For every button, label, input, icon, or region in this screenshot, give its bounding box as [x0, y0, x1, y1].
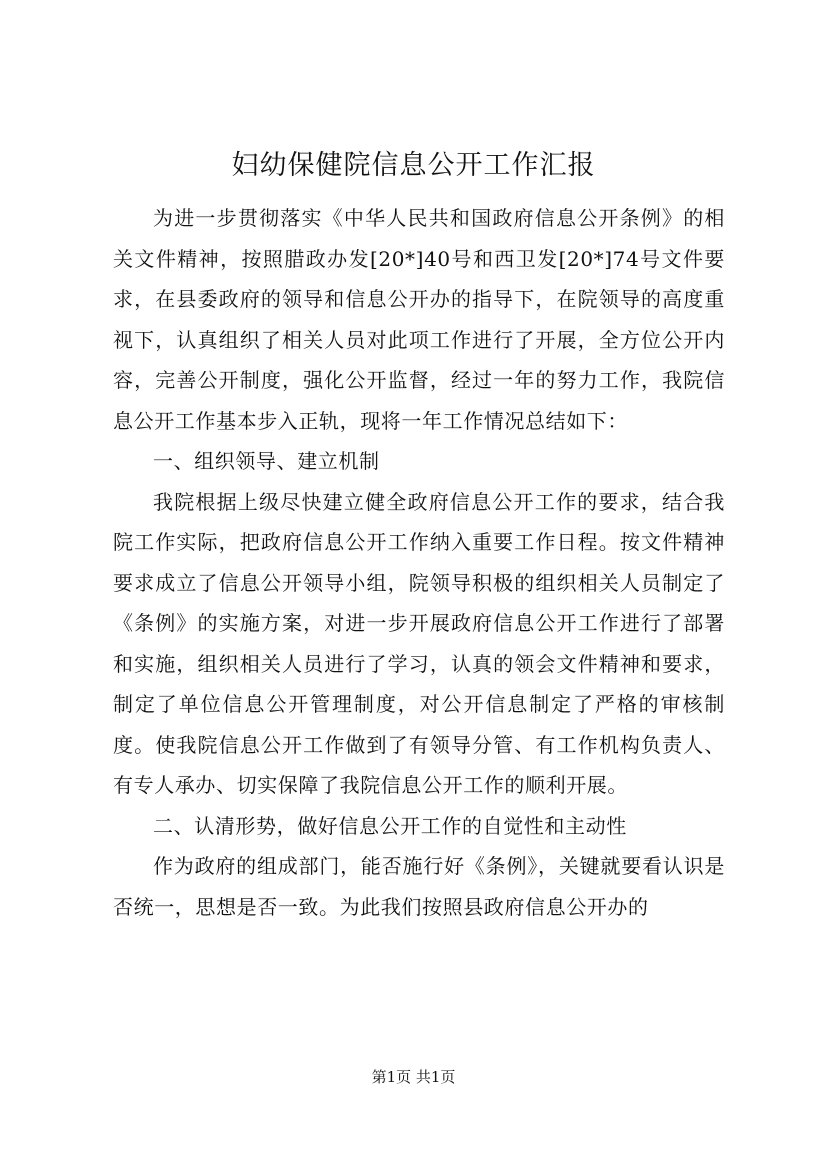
section-2-paragraph: 作为政府的组成部门，能否施行好《条例》，关键就要看认识是否统一，思想是否一致。为此我们按照县政府信息公开办的: [113, 854, 725, 919]
page-footer: 第1页 共1页: [371, 1068, 456, 1086]
section-heading-1: 一、组织领导、建立机制: [153, 449, 380, 473]
section-1-paragraph: 我院根据上级尽快建立健全政府信息公开工作的要求，结合我院工作实际，把政府信息公开工作纳入重要工作日程。按文件精神要求成立了信息公开领导小组，院领导积极的组织相关人员制定了《条例》的实施方案，对进一步开展政府信息公开工作进行了部署和实施，组织相关人员进行了学习，认真的领会文件精神和要求，制定了单位信息公开管理制度，对公开信息制定了严格的审核制度。使我院信息公开工作做到了有领导分管、有工作机构负责人、有专人承办、切实保障了我院信息公开工作的顺利开展。: [113, 489, 725, 797]
section-heading-2: 二、认清形势，做好信息公开工作的自觉性和主动性: [153, 813, 627, 838]
intro-paragraph: 为进一步贯彻落实《中华人民共和国政府信息公开条例》的相关文件精神，按照腊政办发[20*]40号和西卫发[20*]74号文件要求，在县委政府的领导和信息公开办的指导下，在院领导的高度重视下，认真组织了相关人员对此项工作进行了开展，全方位公开内容，完善公开制度，强化公开监督，经过一年的努力工作，我院信息公开工作基本步入正轨，现将一年工作情况总结如下：: [113, 206, 725, 433]
document-body: [113, 198, 725, 927]
document-title: 妇幼保健院信息公开工作汇报: [231, 150, 596, 181]
